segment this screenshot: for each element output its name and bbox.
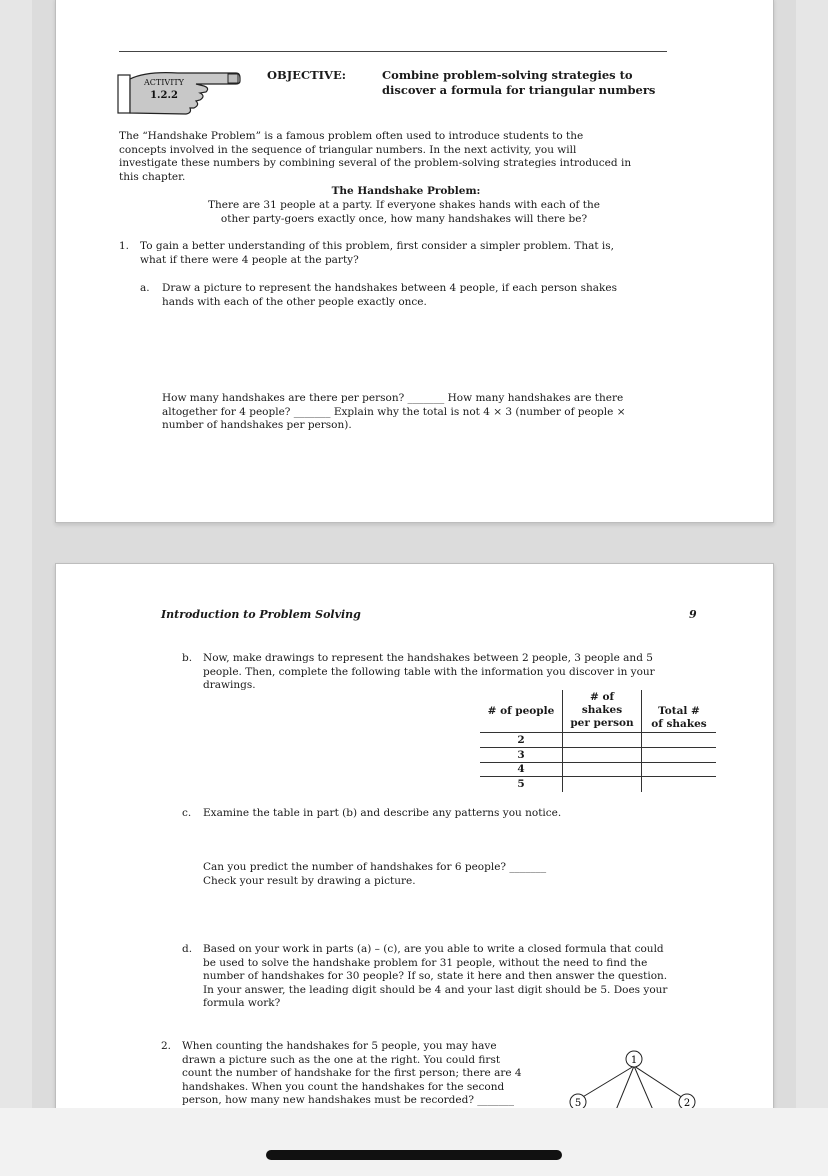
- question-2-number: 2.: [161, 1040, 172, 1052]
- question-b-text: [203, 652, 655, 693]
- intro-paragraph: [119, 130, 631, 184]
- question-line: Can you predict the number of handshakes for 6 people? _______: [203, 861, 547, 873]
- question-line: hands with each of the other people exactly once.: [162, 295, 427, 308]
- problem-title: The Handshake Problem:: [331, 185, 481, 197]
- header-line: of shakes: [651, 718, 707, 730]
- question-a-letter: a.: [140, 282, 150, 294]
- question-line: To gain a better understanding of this problem, first consider a simpler problem. That is,: [140, 240, 615, 252]
- question-line: How many handshakes are there per person? _______ How many handshakes are there: [162, 392, 624, 404]
- diagram-node-label: 2: [683, 1098, 691, 1108]
- question-1-number: 1.: [119, 240, 130, 252]
- intro-line: this chapter.: [119, 170, 186, 183]
- question-d-text: [203, 943, 667, 1011]
- question-line: altogether for 4 people? _______ Explain why the total is not 4 × 3 (number of people ×: [162, 405, 626, 418]
- question-d-letter: d.: [182, 943, 193, 955]
- question-line: Now, make drawings to represent the handshakes between 2 people, 3 people and 5: [203, 652, 653, 664]
- question-1-text: [140, 240, 614, 267]
- header-line: # of: [590, 691, 614, 703]
- question-line: formula work?: [203, 997, 281, 1009]
- problem-line: other party-goers exactly once, how many handshakes will there be?: [220, 212, 588, 225]
- question-line: drawn a picture such as the one at the right. You could first: [182, 1053, 501, 1066]
- handshake-table: [480, 690, 716, 792]
- question-a-follow-up: [162, 392, 626, 433]
- document-page-1: [55, 0, 774, 523]
- top-rule: [119, 51, 667, 52]
- document-page-2: [55, 563, 774, 1125]
- intro-line: concepts involved in the sequence of triangular numbers. In the next activity, you will: [119, 143, 577, 156]
- table-row: 5: [517, 778, 525, 790]
- bottom-bar: [0, 1108, 828, 1176]
- question-line: handshakes. When you count the handshakes for the second: [182, 1080, 505, 1093]
- question-2-text: [182, 1040, 522, 1108]
- diagram-node-label: 1: [630, 1055, 638, 1066]
- table-row: 4: [517, 763, 525, 775]
- header-line: shakes: [581, 704, 623, 716]
- question-line: Check your result by drawing a picture.: [203, 874, 416, 887]
- col-header-total-shakes: [642, 705, 716, 731]
- question-line: count the number of handshake for the first person; there are 4: [182, 1067, 522, 1079]
- question-c-follow-up: [203, 861, 546, 888]
- question-c-text: Examine the table in part (b) and describe any patterns you notice.: [203, 807, 562, 819]
- question-a-text: [162, 282, 617, 309]
- intro-line: The “Handshake Problem” is a famous problem often used to introduce students to the: [119, 130, 584, 142]
- problem-statement: [56, 199, 752, 226]
- objective-label: OBJECTIVE:: [267, 68, 346, 82]
- activity-hand-icon: [116, 69, 242, 121]
- page-header-title: Introduction to Problem Solving: [161, 608, 361, 621]
- activity-label: ACTIVITY: [144, 78, 184, 87]
- col-header-people: # of people: [487, 705, 555, 717]
- question-line: drawings.: [203, 679, 256, 691]
- table-row: 2: [517, 734, 525, 746]
- question-line: what if there were 4 people at the party?: [140, 253, 359, 266]
- handshake-diagram: [561, 1046, 711, 1108]
- header-line: Total #: [658, 705, 700, 717]
- col-header-shakes-per-person: [563, 691, 641, 730]
- question-line: person, how many new handshakes must be recorded? _______: [182, 1094, 515, 1106]
- question-line: number of handshakes for 30 people? If so, state it here and then answer the question.: [203, 970, 668, 982]
- objective-line-1: Combine problem-solving strategies to: [382, 68, 633, 82]
- question-line: In your answer, the leading digit should be 4 and your last digit should be 5. Does your: [203, 983, 668, 996]
- table-row: 3: [517, 749, 525, 761]
- question-line: be used to solve the handshake problem for 31 people, without the need to find the: [203, 956, 648, 969]
- question-line: When counting the handshakes for 5 people, you may have: [182, 1040, 497, 1052]
- question-line: number of handshakes per person).: [162, 419, 352, 431]
- question-line: Draw a picture to represent the handshakes between 4 people, if each person shakes: [162, 282, 617, 294]
- objective-line-2: discover a formula for triangular numbers: [382, 83, 656, 97]
- home-indicator[interactable]: [266, 1150, 562, 1160]
- header-line: per person: [570, 717, 634, 729]
- question-b-letter: b.: [182, 652, 193, 664]
- problem-line: There are 31 people at a party. If everyone shakes hands with each of the: [208, 199, 600, 211]
- diagram-node-label: 5: [574, 1098, 582, 1108]
- page-number: 9: [689, 608, 697, 621]
- question-line: people. Then, complete the following table with the information you discover in your: [203, 665, 655, 678]
- activity-number: 1.2.2: [150, 90, 178, 101]
- intro-line: investigate these numbers by combining several of the problem-solving strategies introduced in: [119, 157, 632, 169]
- question-line: Based on your work in parts (a) – (c), are you able to write a closed formula that could: [203, 943, 664, 955]
- question-c-letter: c.: [182, 807, 192, 819]
